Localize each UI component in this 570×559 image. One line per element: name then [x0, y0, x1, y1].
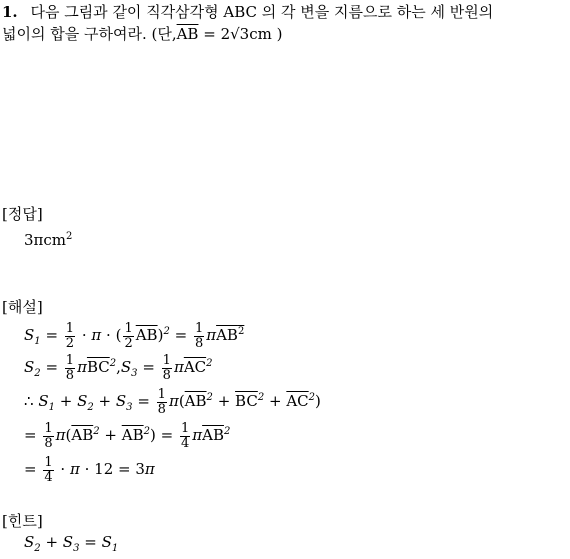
problem-text-2-post: = 2√3cm )	[203, 25, 283, 43]
problem-line-1	[2, 2, 493, 22]
answer-value	[24, 230, 72, 250]
hint-header: [힌트]	[2, 512, 43, 530]
answer-header: [정답]	[2, 205, 43, 223]
problem-text-2-pre: 넓이의 합을 구하여라. (단,	[2, 25, 177, 43]
answer-text: 3πcm	[24, 231, 67, 249]
answer-exp: 2	[66, 231, 73, 242]
solution-line-3: ∴ $S_1 + S_2 + S_3$ = $\frac{1}{8}$ $\pi(\overline{AB}^2 + \overline{BC}^2 + \overline{AC}^2)$	[24, 386, 321, 417]
solution-line-4: = $\frac{1}{8}$ $\pi(\overline{AB}^2 + \overline{AB}^2)$ = $\frac{1}{4}$ $\pi\overline{AB}^2$	[24, 420, 231, 451]
problem-line-2	[2, 24, 282, 44]
solution-line-2: $S_2$ = $\frac{1}{8}$ $\pi\overline{BC}^2,S_3$ = $\frac{1}{8}$ $\pi\overline{AC}^2$	[24, 352, 213, 383]
problem-number: 1.	[2, 3, 18, 21]
solution-line-1: $S_1$ = $\frac{1}{2}$ · π · ( $\frac{1}{2}$ $\overline{AB})^2$ = $\frac{1}{8}$ πAB$^2$	[24, 320, 245, 351]
problem-text-1: 다음 그림과 같이 직각삼각형 ABC 의 각 변을 지름으로 하는 세 반원의	[30, 3, 494, 21]
segment-ab: $\overline{AB}$	[176, 25, 199, 43]
hint-line: $S_2 + S_3 = S_1$	[24, 533, 119, 554]
solution-line-5: = $\frac{1}{4}$ · π · 12 = 3π	[24, 454, 155, 485]
solution-header: [해설]	[2, 298, 43, 316]
